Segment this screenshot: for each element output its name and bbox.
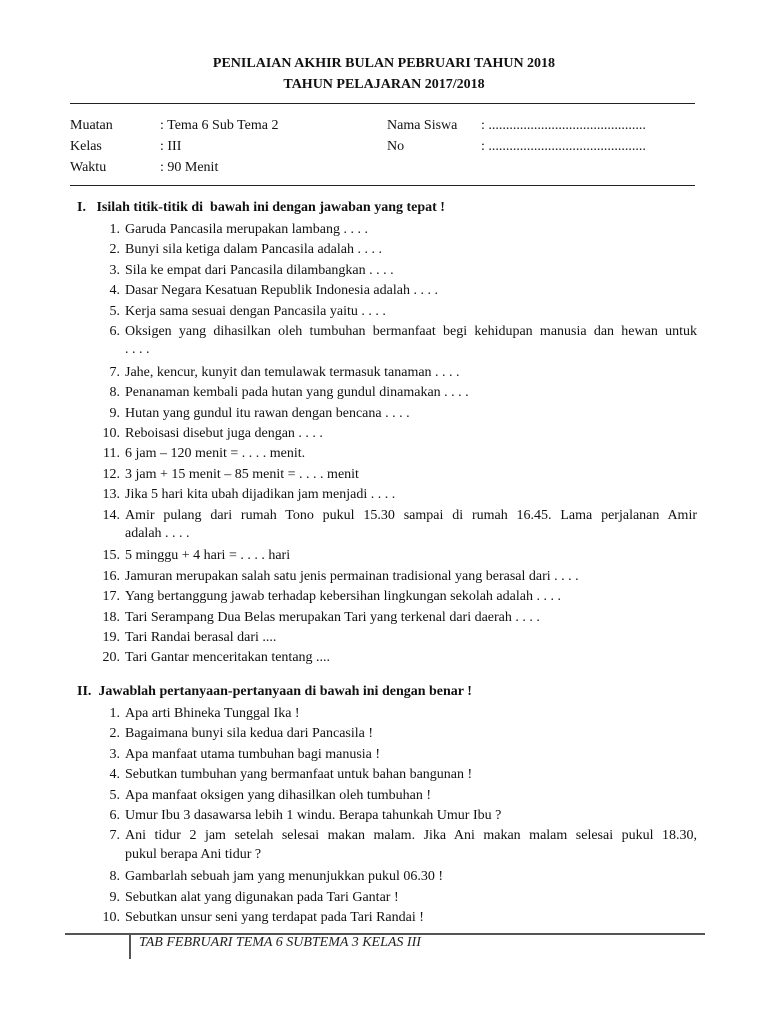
list-item-number: 5. <box>109 787 120 803</box>
list-item-number: 4. <box>109 767 120 783</box>
list-item-text: Apa arti Bhineka Tunggal Ika ! <box>125 706 300 721</box>
list-item-number: 13. <box>102 487 120 503</box>
page-title: PENILAIAN AKHIR BULAN PEBRUARI TAHUN 2018 <box>212 56 556 71</box>
list-item-number: 20. <box>102 650 120 666</box>
list-item-text: Jika 5 hari kita ubah dijadikan jam menjadi . . . . <box>125 487 396 503</box>
list-item-number: 12. <box>102 466 120 482</box>
list-item-text: 3 jam + 15 menit – 85 menit = . . . . menit <box>125 466 359 482</box>
no-label: No <box>387 139 405 154</box>
nama-siswa-value: : ............................................. <box>481 118 646 133</box>
kelas-label: Kelas <box>70 139 102 154</box>
list-item-text: Tari Gantar menceritakan tentang .... <box>125 650 331 666</box>
list-item-number: 10. <box>102 426 120 441</box>
list-item-number: 9. <box>109 889 120 905</box>
section-1-title: I. Isilah titik-titik di bawah ini dengan jawaban yang tepat ! <box>77 200 445 215</box>
list-item-text: Sebutkan unsur seni yang terdapat pada Tari Randai ! <box>125 910 424 925</box>
list-item-number: 8. <box>109 869 120 885</box>
list-item-text: Amir pulang dari rumah Tono pukul 15.30 sampai di rumah 16.45. Lama perjalanan Amir <box>125 507 697 523</box>
list-item-number: 11. <box>103 446 120 462</box>
list-item-number: 7. <box>109 364 120 380</box>
list-item-text: 6 jam – 120 menit = . . . . menit. <box>125 446 306 462</box>
list-item-number: 16. <box>102 568 120 584</box>
list-item-number: 7. <box>109 828 120 844</box>
footer-vertical-rule <box>129 933 131 959</box>
list-item-number: 10. <box>102 910 120 925</box>
list-item-text: Kerja sama sesuai dengan Pancasila yaitu . . . . <box>125 303 386 319</box>
list-item-number: 4. <box>109 283 120 299</box>
list-item-number: 3. <box>109 262 120 278</box>
waktu-label: Waktu <box>70 160 107 175</box>
list-item-text: Sebutkan alat yang digunakan pada Tari Gantar ! <box>125 889 399 905</box>
list-item-number: 3. <box>109 746 120 762</box>
kelas-value: : III <box>160 139 182 154</box>
list-item-number: 2. <box>109 726 120 742</box>
header-divider-top <box>70 103 695 104</box>
list-item-text: Hutan yang gundul itu rawan dengan bencana . . . . <box>125 405 410 421</box>
list-item-number: 1. <box>109 222 120 237</box>
nama-siswa-label: Nama Siswa <box>387 118 458 133</box>
list-item-number: 19. <box>102 630 120 645</box>
list-item-text: Bagaimana bunyi sila kedua dari Pancasila ! <box>125 726 374 742</box>
list-item-text: Jahe, kencur, kunyit dan temulawak termasuk tanaman . . . . <box>125 364 460 380</box>
muatan-value: : Tema 6 Sub Tema 2 <box>160 118 279 133</box>
page-subtitle: TAHUN PELAJARAN 2017/2018 <box>283 77 485 92</box>
list-item-number: 18. <box>102 609 120 625</box>
list-item-text: Reboisasi disebut juga dengan . . . . <box>125 426 323 441</box>
muatan-label: Muatan <box>70 118 113 133</box>
header-divider-bottom <box>70 185 695 186</box>
list-item-continuation: . . . . <box>125 342 150 358</box>
list-item-text: Tari Serampang Dua Belas merupakan Tari yang terkenal dari daerah . . . . <box>125 609 540 625</box>
no-value: : ............................................. <box>481 139 646 154</box>
waktu-value: : 90 Menit <box>160 160 219 175</box>
list-item-text: Sila ke empat dari Pancasila dilambangkan . . . . <box>125 262 394 278</box>
list-item-text: Sebutkan tumbuhan yang bermanfaat untuk bahan bangunan ! <box>125 767 473 783</box>
list-item-text: Ani tidur 2 jam setelah selesai makan malam. Jika Ani makan malam selesai pukul 18.30, <box>125 828 697 844</box>
list-item-number: 6. <box>109 324 120 339</box>
list-item-text: Gambarlah sebuah jam yang menunjukkan pukul 06.30 ! <box>125 869 444 885</box>
list-item-number: 14. <box>102 507 120 523</box>
list-item-text: Umur Ibu 3 dasawarsa lebih 1 windu. Berapa tahunkah Umur Ibu ? <box>125 808 502 823</box>
list-item-text: Jamuran merupakan salah satu jenis permainan tradisional yang berasal dari . . . . <box>125 568 579 584</box>
list-item-text: Bunyi sila ketiga dalam Pancasila adalah . . . . <box>125 242 382 258</box>
list-item-number: 17. <box>102 589 120 605</box>
list-item-number: 6. <box>109 808 120 823</box>
list-item-text: Dasar Negara Kesatuan Republik Indonesia adalah . . . . <box>125 283 438 299</box>
list-item-text: Apa manfaat utama tumbuhan bagi manusia ! <box>125 746 381 762</box>
list-item-text: Penanaman kembali pada hutan yang gundul dinamakan . . . . <box>125 385 469 401</box>
list-item-text: Tari Randai berasal dari .... <box>125 630 277 645</box>
list-item-number: 5. <box>109 303 120 319</box>
list-item-text: 5 minggu + 4 hari = . . . . hari <box>125 548 291 564</box>
list-item-number: 9. <box>109 405 120 421</box>
footer-label: TAB FEBRUARI TEMA 6 SUBTEMA 3 KELAS III <box>139 935 421 950</box>
list-item-continuation: pukul berapa Ani tidur ? <box>125 846 262 862</box>
list-item-number: 1. <box>109 706 120 721</box>
list-item-number: 8. <box>109 385 120 401</box>
list-item-number: 2. <box>109 242 120 258</box>
section-2-title: II. Jawablah pertanyaan-pertanyaan di bawah ini dengan benar ! <box>77 684 472 699</box>
list-item-text: Oksigen yang dihasilkan oleh tumbuhan bermanfaat begi kehidupan manusia dan hewan untuk <box>125 324 697 339</box>
list-item-text: Apa manfaat oksigen yang dihasilkan oleh tumbuhan ! <box>125 787 431 803</box>
list-item-text: Garuda Pancasila merupakan lambang . . . . <box>125 222 368 237</box>
list-item-number: 15. <box>102 548 120 564</box>
list-item-continuation: adalah . . . . <box>125 526 190 541</box>
list-item-text: Yang bertanggung jawab terhadap kebersihan lingkungan sekolah adalah . . . . <box>125 589 561 605</box>
